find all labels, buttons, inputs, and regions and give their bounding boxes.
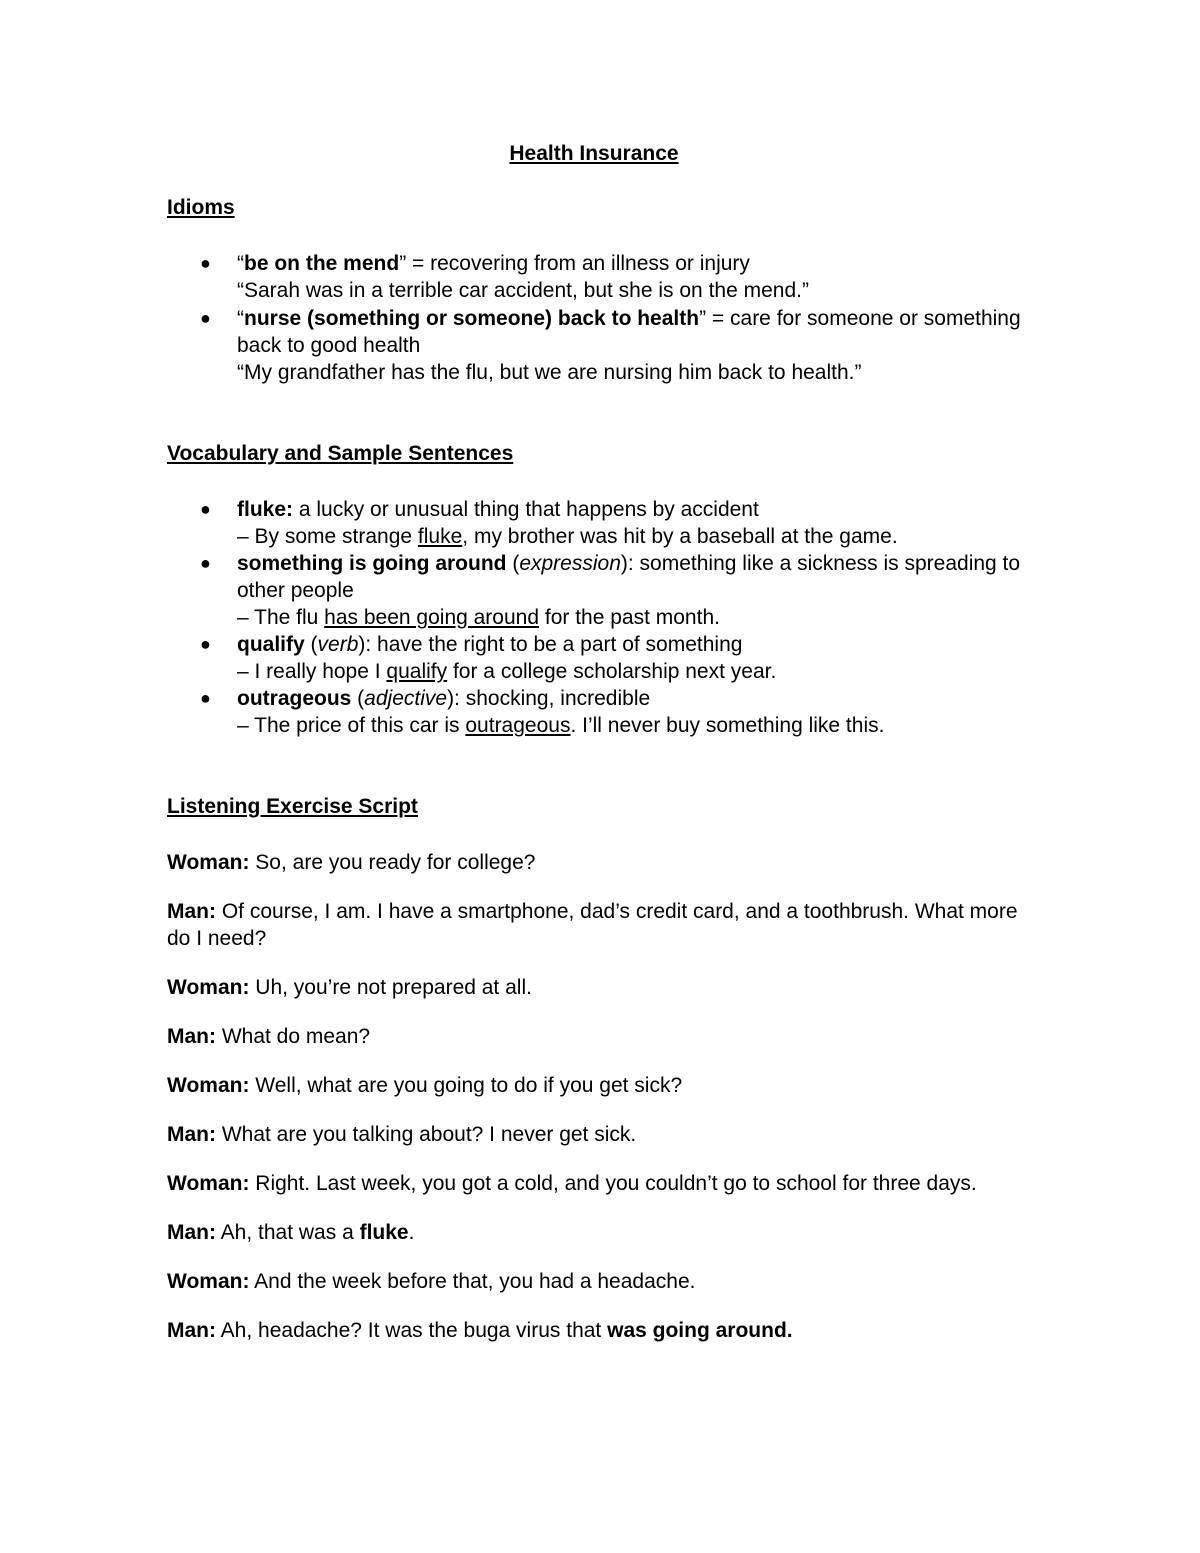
- dialogue-script: [167, 849, 1027, 1344]
- idiom-definition: = recovering from an illness or injury: [406, 252, 750, 275]
- idiom-term: nurse (something or someone) back to health: [244, 307, 700, 330]
- speaker-name: Man: [167, 1123, 209, 1146]
- vocabulary-list: [167, 496, 1027, 739]
- dialogue-line: Man: What do mean?: [167, 1025, 371, 1048]
- dialogue-line: Woman: Well, what are you going to do if you get sick?: [167, 1074, 683, 1097]
- document-title: Health Insurance: [509, 142, 679, 165]
- listening-heading: Listening Exercise Script: [167, 795, 418, 818]
- idiom-item: ● “be on the mend” = recovering from an illness or injury “Sarah was in a terrible car accident, but she is on the mend.”: [167, 250, 1027, 304]
- vocab-example: – The flu has been going around for the past month.: [237, 606, 720, 629]
- dialogue-line: Woman: So, are you ready for college?: [167, 851, 536, 874]
- speaker-name: Woman: [167, 1172, 243, 1195]
- vocab-term: something is going around: [237, 552, 507, 575]
- speaker-name: Woman: [167, 1270, 243, 1293]
- bullet-icon: ●: [200, 634, 211, 654]
- bullet-icon: ●: [200, 308, 211, 328]
- speaker-name: Man: [167, 1319, 209, 1342]
- speaker-name: Woman: [167, 851, 243, 874]
- dialogue-line: Woman: Right. Last week, you got a cold, and you couldn’t go to school for three days.: [167, 1172, 977, 1195]
- vocab-example: – I really hope I qualify for a college scholarship next year.: [237, 660, 777, 683]
- dialogue-line: Man: Of course, I am. I have a smartphone, dad’s credit card, and a toothbrush. What more do I need?: [167, 900, 1018, 950]
- bullet-icon: ●: [200, 688, 211, 708]
- idiom-definition: = care for someone or something back to good health: [237, 307, 1021, 357]
- speaker-name: Woman: [167, 976, 243, 999]
- vocab-item: [167, 496, 1027, 550]
- idioms-list: [167, 250, 1027, 386]
- vocab-item: ● something is going around (expression): something like a sickness is spreading to other people – The flu has been going around for the past month.: [167, 550, 1027, 631]
- idioms-heading: Idioms: [167, 196, 235, 219]
- idiom-item: ● “nurse (something or someone) back to health” = care for someone or something back to good health “My grandfather has the flu, but we are nursing him back to health.”: [167, 305, 1027, 386]
- speaker-name: Woman: [167, 1074, 243, 1097]
- vocab-example: – The price of this car is outrageous. I’ll never buy something like this.: [237, 714, 885, 737]
- dialogue-line: Woman: Uh, you’re not prepared at all.: [167, 976, 532, 999]
- idiom-example: “Sarah was in a terrible car accident, but she is on the mend.”: [237, 279, 809, 302]
- speaker-name: Man: [167, 1025, 209, 1048]
- bullet-icon: ●: [200, 553, 211, 573]
- bullet-icon: ●: [200, 253, 211, 273]
- vocab-item: ● qualify (verb): have the right to be a part of something – I really hope I qualify for a college scholarship next year.: [167, 631, 1027, 685]
- vocab-definition: a lucky or unusual thing that happens by accident: [293, 498, 759, 521]
- dialogue-line: Man: What are you talking about? I never get sick.: [167, 1123, 637, 1146]
- vocab-definition: something like a sickness is spreading to other people: [237, 552, 1021, 602]
- vocab-term: outrageous: [237, 687, 352, 710]
- vocab-term: fluke:: [237, 498, 294, 521]
- dialogue-line: Man: Ah, headache? It was the buga virus that was going around.: [167, 1319, 793, 1342]
- dialogue-line: Man: Ah, that was a fluke.: [167, 1221, 415, 1244]
- idiom-example: “My grandfather has the flu, but we are nursing him back to health.”: [237, 361, 862, 384]
- vocab-item: ● outrageous (adjective): shocking, incredible – The price of this car is outrageous. I’ll never buy something like this.: [167, 685, 1027, 739]
- vocabulary-heading: Vocabulary and Sample Sentences: [167, 442, 514, 465]
- dialogue-line: Woman: And the week before that, you had a headache.: [167, 1270, 696, 1293]
- speaker-name: Man: [167, 900, 209, 923]
- vocab-example: – By some strange fluke, my brother was hit by a baseball at the game.: [237, 525, 898, 548]
- idiom-term: be on the mend: [244, 252, 400, 275]
- document-page: [167, 140, 1027, 1366]
- vocab-definition: shocking, incredible: [459, 687, 651, 710]
- speaker-name: Man: [167, 1221, 209, 1244]
- vocab-definition: have the right to be a part of something: [371, 633, 743, 656]
- bullet-icon: ●: [200, 499, 211, 519]
- vocab-term: qualify: [237, 633, 305, 656]
